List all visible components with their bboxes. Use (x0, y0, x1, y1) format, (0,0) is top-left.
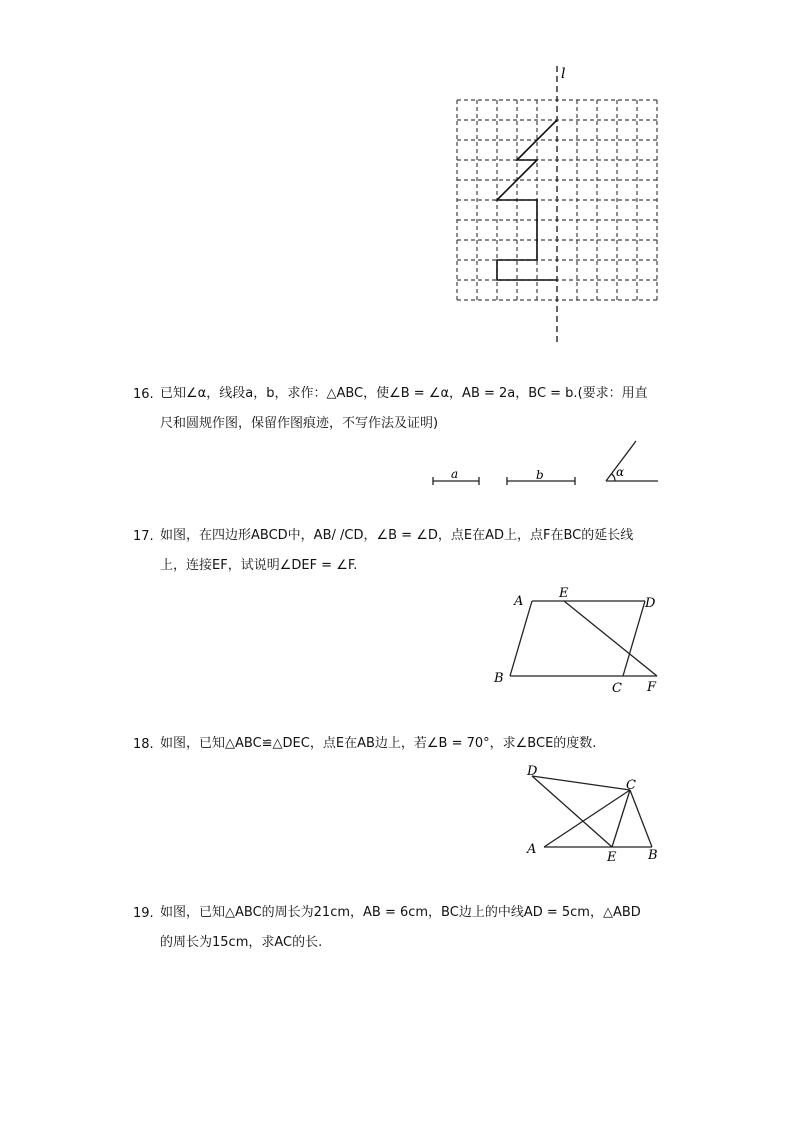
q16-number: 16. (133, 387, 154, 402)
point-C: C (626, 778, 636, 793)
point-D: D (645, 596, 656, 611)
q18-text-line1: 如图，已知△ABC≌△DEC，点E在AB边上，若∠B = 70°，求∠BCE的度数. (160, 736, 597, 751)
q19-text-line2: 的周长为15cm，求AC的长. (160, 935, 323, 950)
q16-figure (425, 435, 670, 490)
point-D: D (527, 764, 538, 779)
q16-text-line2: 尺和圆规作图，保留作图痕迹，不写作法及证明) (160, 416, 439, 431)
q17-text-line2: 上，连接EF，试说明∠DEF = ∠F. (160, 558, 358, 573)
point-E: E (607, 850, 617, 865)
q17-figure (485, 585, 670, 700)
point-B: B (494, 671, 504, 686)
edge-DE (532, 776, 612, 847)
q18-figure (520, 760, 670, 870)
segment-EF (564, 601, 657, 676)
grid-figure (440, 60, 670, 350)
q17-text-line1: 如图，在四边形ABCD中，AB/ /CD，∠B = ∠D，点E在AD上，点F在BC的延长线 (160, 528, 634, 543)
point-A: A (514, 594, 524, 609)
edge-CB (630, 790, 652, 847)
q16-text-line1: 已知∠α，线段a，b，求作：△ABC，使∠B = ∠α，AB = 2a，BC = b.(要求：用直 (160, 386, 648, 401)
point-B: B (648, 848, 658, 863)
point-A: A (527, 842, 537, 857)
label-a: a (451, 467, 459, 481)
q19-text-line1: 如图，已知△ABC的周长为21cm，AB = 6cm，BC边上的中线AD = 5cm，△ABD (160, 905, 641, 920)
axis-label-l: l (561, 66, 566, 82)
point-C: C (612, 681, 622, 696)
label-alpha: α (616, 465, 625, 479)
angle-alpha-arc (612, 474, 616, 481)
q19-number: 19. (133, 906, 154, 921)
edge-CE (612, 790, 630, 847)
point-E: E (559, 586, 569, 601)
q17-number: 17. (133, 529, 154, 544)
edge-DC (623, 601, 645, 676)
edge-AB (510, 601, 532, 676)
edge-DC (532, 776, 630, 790)
q18-number: 18. (133, 737, 154, 752)
point-F: F (647, 680, 657, 695)
label-b: b (536, 468, 544, 482)
